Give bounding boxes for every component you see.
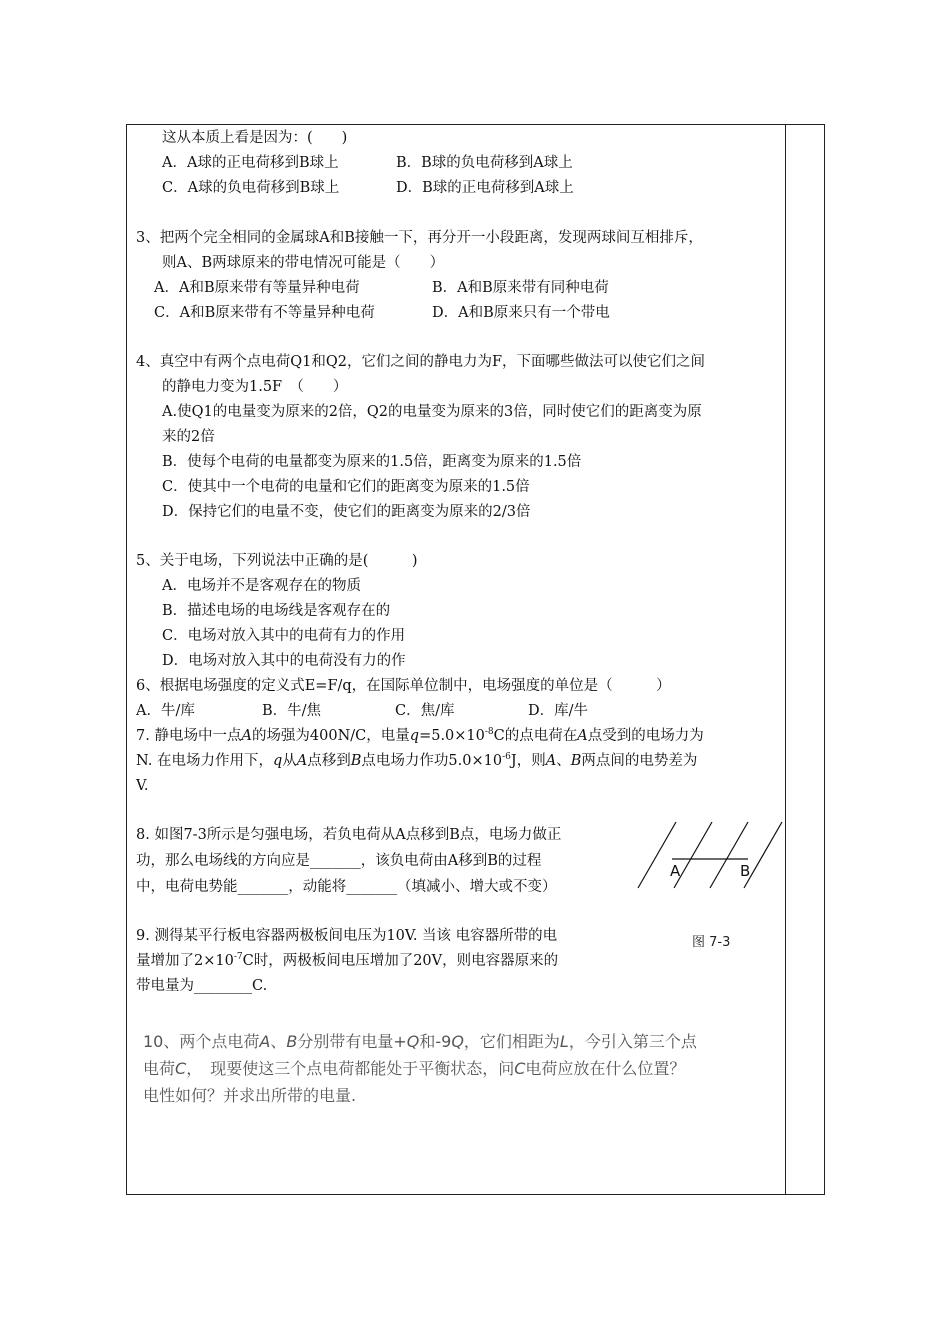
q9-line2: 量增加了$2\times 10^{-7}C$时，两极板间电压增加了20V，则电容器原来的 (136, 952, 559, 969)
q3-option-d: D．A和B原来只有一个带电 (432, 305, 610, 321)
q10-line2: 电荷C， 现要使这三个点电荷都能处于平衡状态，问C电荷应放在什么位置？ (143, 1059, 686, 1078)
q6-option-c: C．焦/库 (395, 703, 455, 719)
q3-option-c: C．A和B原来带有不等量异种电荷 (154, 305, 375, 321)
q5-option-d: D．电场对放入其中的电荷没有力的作 (162, 653, 406, 669)
q9-line1: 9. 测得某平行板电容器两极板间电压为10V. 当该 电容器所带的电 (136, 928, 558, 944)
q3-option-a: A．A和B原来带有等量异种电荷 (154, 280, 360, 296)
q5-option-b: B．描述电场的电场线是客观存在的 (162, 603, 391, 619)
q6-option-b: B．牛/焦 (262, 703, 322, 719)
q8-line1: 8. 如图7-3所示是匀强电场，若负电荷从A点移到B点，电场力做正 (136, 827, 562, 843)
q3-option-b: B．A和B原来带有同种电荷 (432, 280, 609, 296)
q6-option-d: D．库/牛 (528, 703, 589, 719)
q3-stem-line1: 3、把两个完全相同的金属球A和B接触一下，再分开一小段距离，发现两球间互相排斥， (136, 230, 703, 246)
q2-option-c: C．A球的负电荷移到B球上 (162, 180, 340, 196)
q6-option-a: A．牛/库 (136, 703, 195, 719)
q4-stem-line2: 的静电力变为1.5F （ ） (162, 379, 348, 395)
q5-option-c: C．电场对放入其中的电荷有力的作用 (162, 628, 406, 644)
q4-stem-line1: 4、真空中有两个点电荷Q1和Q2，它们之间的静电力为F，下面哪些做法可以使它们之间 (136, 354, 706, 370)
q7-line2: N. 在电场力作用下，q从A点移到B点电场力作功$5.0\times 10^{-6}J$，则A、B两点间的电势差为 (136, 752, 698, 769)
q5-option-a: A．电场并不是客观存在的物质 (162, 578, 361, 594)
q4-option-a-line2: 来的2倍 (162, 429, 215, 445)
point-a-label: A (670, 862, 681, 880)
field-lines-figure (630, 818, 786, 894)
q10-line1: 10、两个点电荷A、B分别带有电量+Q和-9Q，它们相距为L，今引入第三个点 (143, 1032, 697, 1051)
q9-line3: 带电量为________C. (136, 978, 268, 994)
point-b-label: B (740, 862, 751, 880)
q2-stem-tail: 这从本质上看是因为：( ) (162, 130, 348, 146)
q8-line2: 功，那么电场线的方向应是_______，该负电荷由A移到B的过程 (136, 853, 542, 869)
q4-option-d: D．保持它们的电量不变，使它们的距离变为原来的2/3倍 (162, 504, 531, 520)
q4-option-b: B．使每个电荷的电量都变为原来的1.5倍，距离变为原来的1.5倍 (162, 454, 582, 470)
q2-option-b: B．B球的负电荷移到A球上 (396, 155, 573, 171)
side-column-divider (785, 124, 786, 1195)
q6-stem: 6、根据电场强度的定义式E=F/q，在国际单位制中，电场强度的单位是（ ） (136, 678, 671, 694)
q7-line3: V. (136, 778, 149, 794)
q10-line3: 电性如何？并求出所带的电量. (143, 1086, 357, 1105)
q4-option-a-line1: A.使Q1的电量变为原来的2倍，Q2的电量变为原来的3倍，同时使它们的距离变为原 (162, 404, 702, 420)
q7-line1: 7. 静电场中一点A的场强为400N/C，电量$q=5.0\times 10^{-8}C$的点电荷在A点受到的电场力为 (136, 727, 704, 744)
q3-stem-line2: 则A、B两球原来的带电情况可能是（ ） (162, 255, 445, 271)
q8-line3: 中，电荷电势能_______，动能将_______（填减小、增大或不变） (136, 879, 557, 895)
q5-stem: 5、关于电场，下列说法中正确的是( ) (136, 553, 418, 569)
q2-option-a: A．A球的正电荷移到B球上 (162, 155, 339, 171)
figure-caption: 图 7-3 (692, 935, 731, 950)
q2-option-d: D．B球的正电荷移到A球上 (396, 180, 574, 196)
q4-option-c: C．使其中一个电荷的电量和它们的距离变为原来的1.5倍 (162, 479, 530, 495)
